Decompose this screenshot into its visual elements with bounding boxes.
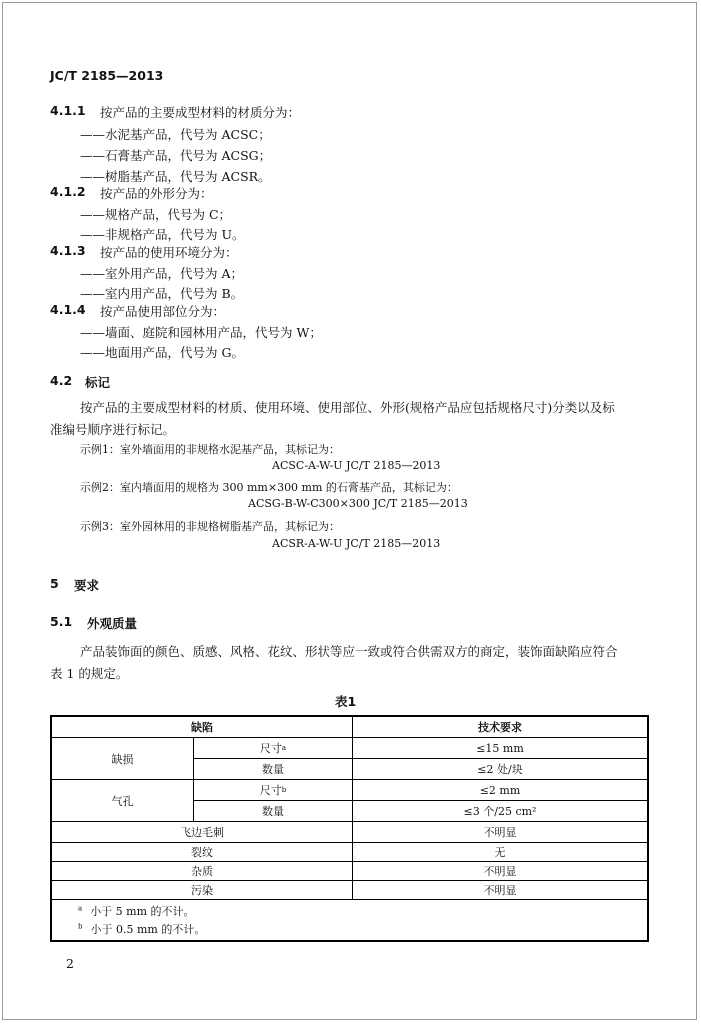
clause-5-title: 要求 (74, 578, 100, 593)
table-cell: 数量 (262, 805, 284, 818)
table-row-chip-label: 缺损 (111, 752, 134, 766)
clause-4-1-1-number: 4.1.1 (50, 103, 86, 118)
clause-4-2-title: 标记 (85, 375, 111, 390)
list-item: ——室外用产品，代号为 A； (80, 266, 244, 281)
clause-4-1-3-title: 按产品的使用环境分为： (100, 245, 238, 260)
table-header-requirement: 技术要求 (478, 721, 522, 734)
table-footnote-a: $^a$ 小于 5 mm 的不计。 (78, 904, 195, 918)
appearance-paragraph-line1: 产品装饰面的颜色、质感、风格、花纹、形状等应一致或符合供需双方的商定，装饰面缺陷应符合 (80, 644, 618, 659)
table-cell: 不明显 (483, 865, 517, 878)
clause-4-2-number: 4.2 (50, 373, 73, 388)
example-2-code: ACSG-B-W-C300×300 JC/T 2185—2013 (248, 497, 468, 510)
table-cell: 飞边毛刺 (180, 826, 224, 839)
table-cell: ≤2 mm (479, 783, 521, 797)
table-cell: 杂质 (191, 865, 213, 878)
table-row-pore-label: 气孔 (111, 794, 134, 808)
table-caption: 表1 (335, 694, 357, 709)
table-footnote-b: $^b$ 小于 0.5 mm 的不计。 (78, 922, 206, 936)
clause-4-1-4-title: 按产品使用部位分为： (100, 304, 226, 319)
table-cell: 尺寸 a (259, 742, 287, 755)
clause-5-number: 5 (50, 576, 59, 591)
table-cell: 不明显 (483, 826, 517, 839)
clause-4-1-2-title: 按产品的外形分为： (100, 186, 213, 201)
marking-paragraph-line1: 按产品的主要成型材料的材质、使用环境、使用部位、外形(规格产品应包括规格尺寸)分类以及标 (80, 400, 615, 415)
table-cell: 不明显 (483, 884, 517, 897)
clause-4-1-1-title: 按产品的主要成型材料的材质分为： (100, 105, 301, 120)
example-1-label: 示例1：室外墙面用的非规格水泥基产品，其标记为： (80, 443, 340, 456)
clause-4-1-3-number: 4.1.3 (50, 243, 86, 258)
table-cell: 尺寸 b (259, 784, 287, 797)
list-item: ——树脂基产品，代号为 ACSR。 (80, 169, 271, 184)
table-cell: ≤15 mm (476, 741, 524, 755)
list-item: ——石膏基产品，代号为 ACSG； (80, 148, 272, 163)
table-header-defect: 缺陷 (191, 721, 213, 734)
example-2-label: 示例2：室内墙面用的规格为 300 mm×300 mm 的石膏基产品，其标记为： (80, 481, 458, 494)
clause-4-1-2-number: 4.1.2 (50, 184, 86, 199)
clause-5-1-number: 5.1 (50, 614, 73, 629)
clause-5-1-title: 外观质量 (87, 616, 138, 631)
table-cell: 裂纹 (191, 846, 213, 859)
table-cell: 无 (494, 846, 506, 859)
table-cell: 污染 (191, 884, 213, 897)
standard-number-header: JC/T 2185—2013 (50, 68, 164, 83)
page-number: 2 (66, 956, 74, 971)
list-item: ——室内用产品，代号为 B。 (80, 286, 244, 301)
list-item: ——地面用产品，代号为 G。 (80, 345, 244, 360)
example-1-code: ACSC-A-W-U JC/T 2185—2013 (272, 459, 441, 472)
example-3-label: 示例3：室外园林用的非规格树脂基产品，其标记为： (80, 520, 340, 533)
example-3-code: ACSR-A-W-U JC/T 2185—2013 (272, 537, 441, 550)
table-cell: ≤2 处/块 (477, 763, 523, 776)
list-item: ——规格产品，代号为 C； (80, 207, 232, 222)
appearance-paragraph-line2: 表 1 的规定。 (50, 666, 129, 681)
list-item: ——墙面、庭院和园林用产品，代号为 W； (80, 325, 322, 340)
list-item: ——水泥基产品，代号为 ACSC； (80, 127, 271, 142)
marking-paragraph-line2: 准编号顺序进行标记。 (50, 422, 176, 437)
table-cell: 数量 (262, 763, 284, 776)
list-item: ——非规格产品，代号为 U。 (80, 227, 245, 242)
clause-4-1-4-number: 4.1.4 (50, 302, 86, 317)
table-cell: ≤3 个/25 cm² (463, 805, 537, 818)
